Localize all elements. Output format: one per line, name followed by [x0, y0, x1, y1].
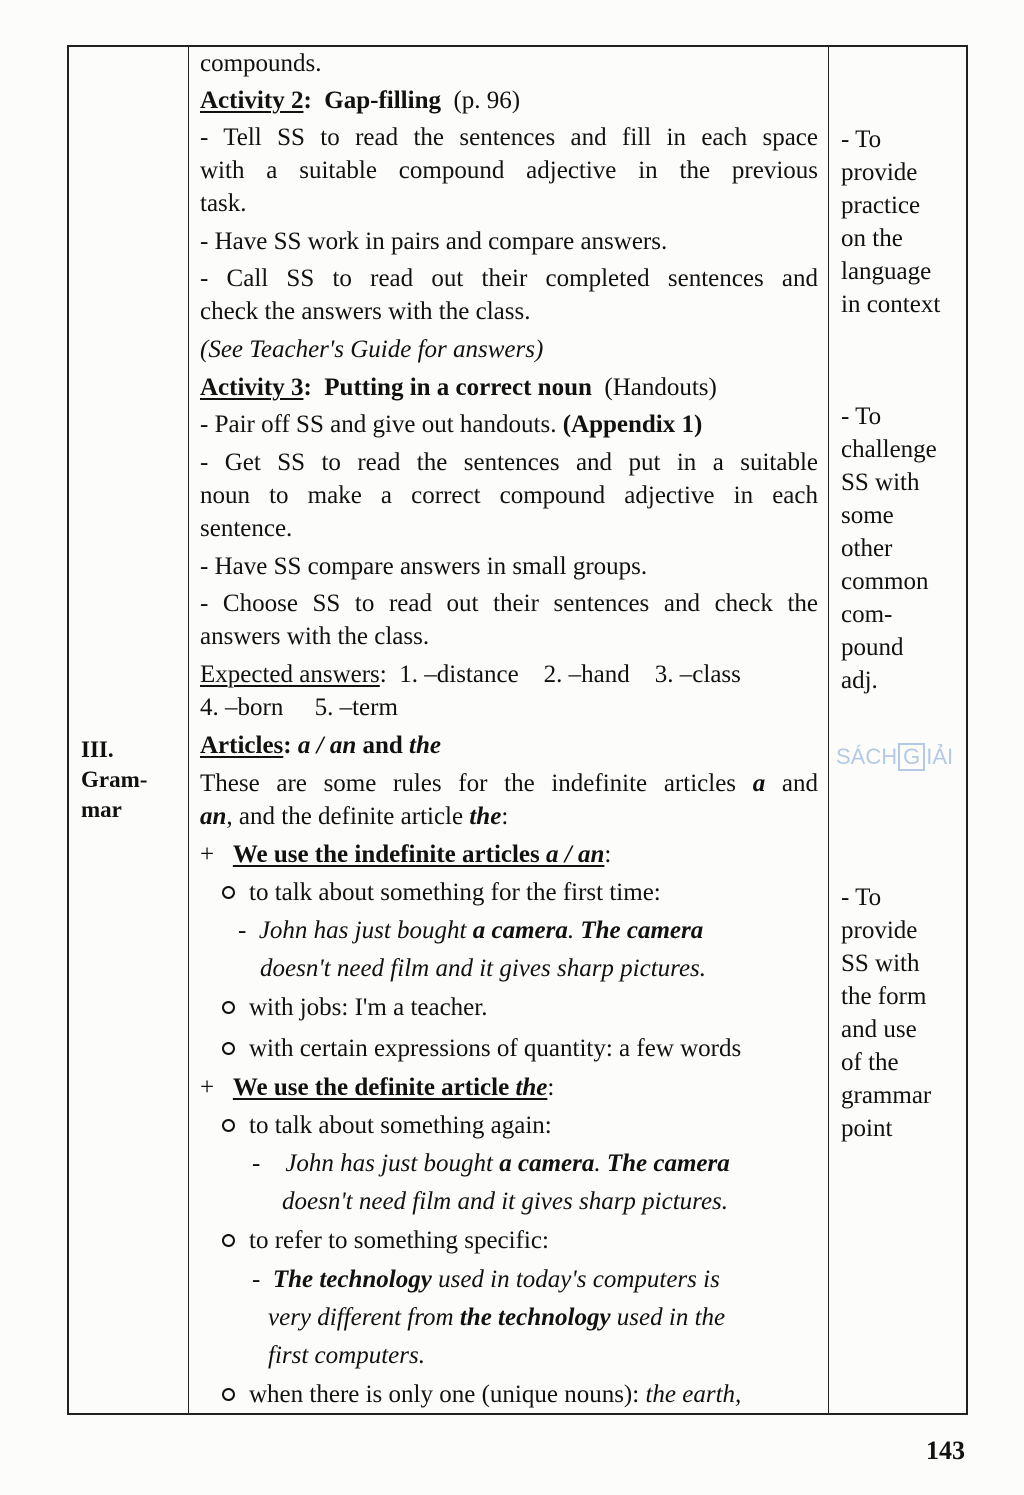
bullet-icon	[222, 1042, 235, 1055]
text-line: noun to make a correct compound adjective in each	[200, 482, 818, 509]
text-span: the technology	[459, 1304, 611, 1331]
activity-2-heading	[200, 84, 520, 117]
watermark-text: SÁCH	[836, 744, 898, 769]
bullet-icon	[222, 1001, 235, 1014]
text-span: John has just bought	[258, 917, 473, 944]
text-line: compounds.	[200, 50, 322, 77]
colon: :	[283, 732, 292, 759]
example-line	[252, 1263, 720, 1296]
text-span: .	[594, 1150, 607, 1177]
bullet-icon	[222, 1234, 235, 1247]
aim-line: - To	[841, 126, 882, 153]
text-span: a camera	[499, 1150, 595, 1177]
aim-line: the form	[841, 983, 927, 1010]
expected-answers	[200, 658, 818, 691]
text-line: - Get SS to read the sentences and put in a suitable	[200, 449, 818, 476]
aim-line: adj.	[841, 667, 878, 694]
text-span: The camera	[606, 1150, 730, 1177]
text-span: a / an	[297, 732, 357, 759]
text-span: with jobs: I'm a teacher.	[249, 994, 488, 1021]
activity-3-heading	[200, 371, 717, 404]
bullet-item	[222, 1378, 741, 1411]
text-line: task.	[200, 190, 247, 217]
appendix-ref: (Appendix 1)	[562, 411, 703, 438]
aim-line: on the	[841, 225, 903, 252]
text-span: - Pair off SS and give out handouts.	[200, 411, 563, 438]
bullet-item	[222, 1032, 741, 1065]
aim-line: point	[841, 1115, 893, 1142]
lesson-plan-table	[67, 45, 968, 1415]
example-line	[268, 1301, 725, 1334]
text-span: .	[567, 917, 581, 944]
text-span: The camera	[580, 917, 704, 944]
aim-line: practice	[841, 192, 921, 219]
text-line: answers with the class.	[200, 623, 430, 650]
aim-line: - To	[841, 403, 882, 430]
bullet-item	[222, 876, 661, 909]
column-divider	[828, 47, 829, 1413]
aim-line: SS with	[841, 950, 920, 977]
column-divider	[188, 47, 189, 1413]
text-span: to talk about something again:	[249, 1112, 552, 1139]
aim-line: com-	[841, 601, 893, 628]
text-line: - Tell SS to read the sentences and fill in each space	[200, 124, 818, 151]
aim-line: and use	[841, 1016, 917, 1043]
activity-3-title: Putting in a correct noun	[324, 374, 592, 401]
example-line: doesn't need film and it gives sharp pictures.	[282, 1188, 729, 1215]
colon: :	[547, 1074, 555, 1101]
indefinite-heading	[200, 838, 611, 871]
text-span: an	[200, 803, 227, 830]
definite-heading	[200, 1071, 554, 1104]
text-line: - Call SS to read out their completed sentences and	[200, 265, 818, 292]
bullet-icon	[222, 886, 235, 899]
watermark-logo-icon: G	[898, 743, 925, 771]
example-line	[252, 1147, 730, 1180]
stage-name-line2: mar	[81, 797, 122, 822]
text-span: used in today's computers is	[431, 1266, 720, 1293]
answer-item: 5. –term	[314, 694, 398, 721]
activity-2-ref: (p. 96)	[453, 87, 521, 114]
text-line: - Have SS work in pairs and compare answers.	[200, 228, 668, 255]
text-span: a / an	[546, 841, 605, 868]
aim-line: pound	[841, 634, 904, 661]
aim-challenge	[841, 400, 966, 697]
aim-line: - To	[841, 884, 882, 911]
colon: :	[379, 661, 387, 688]
aim-line: challenge	[841, 436, 937, 463]
text-line: sentence.	[200, 515, 293, 542]
text-line: - Choose SS to read out their sentences and check the	[200, 590, 818, 617]
text-span: and	[765, 770, 818, 797]
stage-name-line1: Gram-	[81, 767, 148, 792]
articles-heading	[200, 729, 441, 762]
watermark-text: IẢI	[926, 744, 954, 769]
text-span: We use the definite article	[232, 1074, 516, 1101]
text-span: very different from	[268, 1304, 460, 1331]
colon: :	[604, 841, 612, 868]
stage-number: III.	[81, 737, 114, 762]
colon: :	[303, 87, 312, 114]
text-span: when there is only one (unique nouns):	[249, 1381, 646, 1408]
aim-line: language	[841, 258, 932, 285]
activity-3-label: Activity 3	[200, 374, 304, 401]
activity-2-label: Activity 2	[200, 87, 304, 114]
bullet-item	[222, 1224, 549, 1257]
example-line: first computers.	[268, 1342, 425, 1369]
text-span: These are some rules for the indefinite articles	[200, 770, 753, 797]
aim-line: provide	[841, 917, 918, 944]
text-span: the	[469, 803, 502, 830]
dash-marker: -	[238, 917, 247, 944]
text-line: check the answers with the class.	[200, 298, 531, 325]
answer-item: 2. –hand	[543, 661, 630, 688]
page-number: 143	[926, 1436, 965, 1465]
text-span: to refer to something specific:	[249, 1227, 549, 1254]
text-span: and	[356, 732, 410, 759]
text-span: The technology	[272, 1266, 432, 1293]
text-span: a	[752, 770, 766, 797]
expected-answers-label: Expected answers	[200, 661, 380, 688]
text-span: to talk about something for the first time:	[249, 879, 661, 906]
aim-line: some	[841, 502, 894, 529]
bullet-icon	[222, 1388, 235, 1401]
articles-label: Articles	[200, 732, 284, 759]
bullet-item	[222, 1109, 552, 1142]
aim-line: provide	[841, 159, 918, 186]
bullet-item	[222, 991, 487, 1024]
text-line	[200, 800, 508, 833]
stage-cell	[81, 735, 181, 825]
bullet-icon	[222, 1119, 235, 1132]
activity-3-ref: (Handouts)	[604, 374, 717, 401]
dash-marker: -	[252, 1266, 261, 1293]
answer-item: 1. –distance	[399, 661, 519, 688]
dash-marker: -	[252, 1150, 261, 1177]
aim-line: of the	[841, 1049, 899, 1076]
answer-item: 4. –born	[200, 694, 284, 721]
text-span: We use the indefinite articles	[232, 841, 547, 868]
answer-item: 3. –class	[654, 661, 741, 688]
text-span: the	[409, 732, 441, 759]
text-line	[200, 408, 702, 441]
text-span: :	[501, 803, 509, 830]
aim-grammar	[841, 881, 966, 1145]
text-span: the	[515, 1074, 548, 1101]
text-span: used in the	[610, 1304, 726, 1331]
text-line: - Have SS compare answers in small groups.	[200, 553, 648, 580]
text-line	[200, 767, 818, 800]
example-line: doesn't need film and it gives sharp pictures.	[260, 955, 707, 982]
text-span: with certain expressions of quantity: a few words	[249, 1035, 742, 1062]
colon: :	[303, 374, 312, 401]
aim-line: other	[841, 535, 893, 562]
text-span: , and the definite article	[226, 803, 470, 830]
expected-answers-cont	[200, 691, 398, 724]
aim-practice	[841, 123, 966, 321]
plus-marker: +	[200, 1074, 215, 1101]
text-span: a camera	[472, 917, 568, 944]
activity-2-title: Gap-filling	[324, 87, 441, 114]
definite-heading-text	[233, 1074, 548, 1101]
aim-line: SS with	[841, 469, 920, 496]
aim-line: common	[841, 568, 929, 595]
text-line: with a suitable compound adjective in the previous	[200, 157, 818, 184]
example-line	[238, 914, 703, 947]
plus-marker: +	[200, 841, 215, 868]
text-line: (See Teacher's Guide for answers)	[200, 336, 544, 363]
aim-line: grammar	[841, 1082, 932, 1109]
indefinite-heading-text	[233, 841, 605, 868]
text-span: the earth,	[645, 1381, 742, 1408]
text-span: John has just bought	[285, 1150, 500, 1177]
aim-line: in context	[841, 291, 941, 318]
